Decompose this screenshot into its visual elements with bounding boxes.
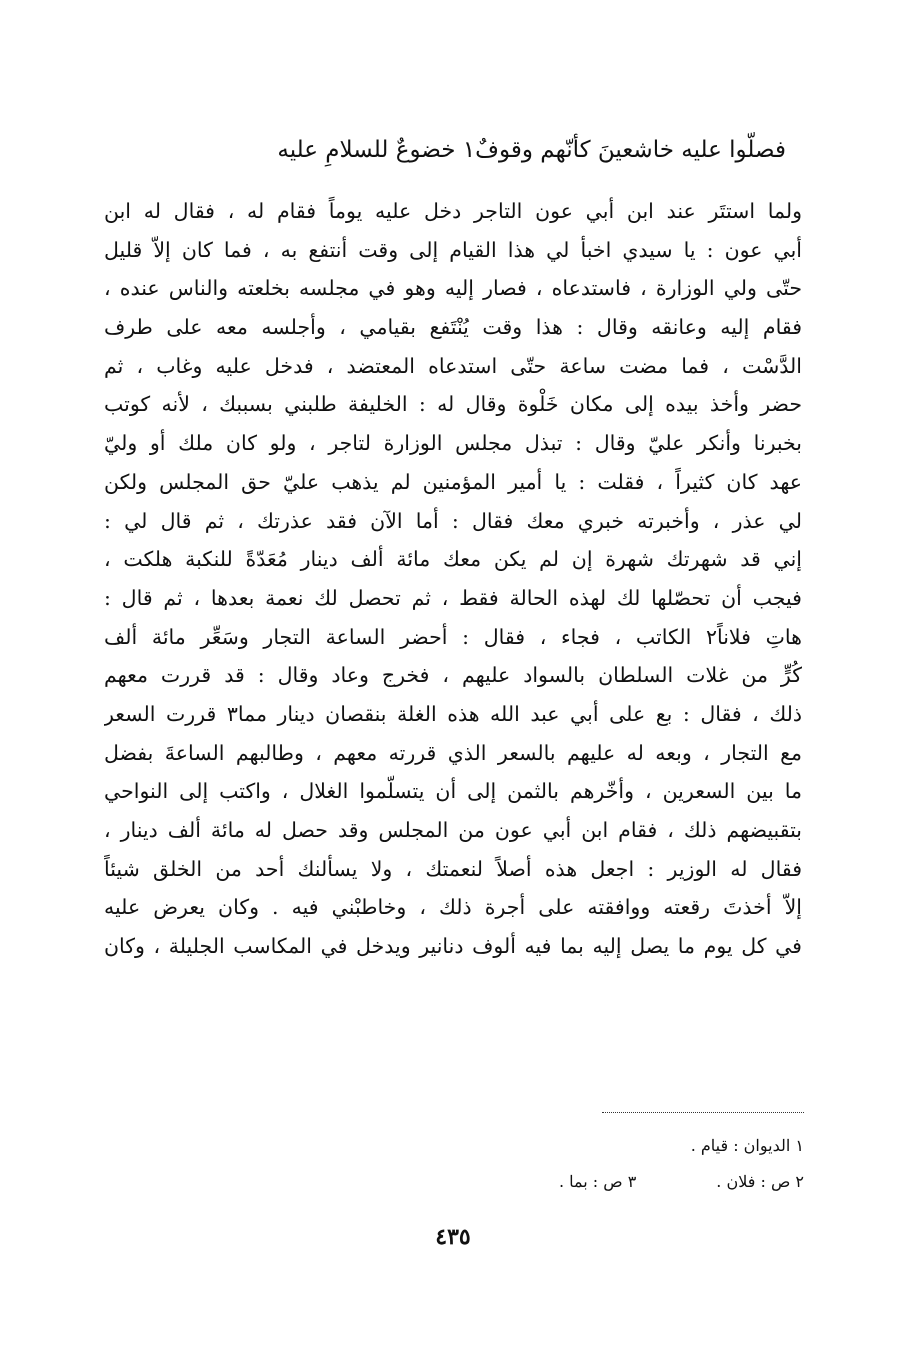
text-line: ولما استتَر عند ابن أبي عون التاجر دخل عليه يوماً فقام له ، فقال له ابن [104,199,802,223]
text-line: لي عذر ، وأخبرته خبري معك فقال : أما الآن فقد عذرتك ، ثم قال لي : [104,508,802,533]
footnote-2: ٢ ص : فلان . [716,1172,804,1191]
text-line: إني قد شهرتك شهرة إن لم يكن معك مائة ألف دينار مُعَدّةً للنكبة هلكت ، [104,547,802,572]
text-line: ما بين السعرين ، وأخّرهم بالثمن إلى أن يتسلّموا الغلال ، واكتب إلى النواحي [104,779,802,804]
text-line: حضر وأخذ بيده إلى مكان خَلْوة وقال له : الخليفة طلبني بسببك ، لأنه كوتب [104,392,802,417]
text-line: هاتِ فلاناً٢ الكاتب ، فجاء ، فقال : أحضر الساعة التجار وسَعِّر مائة ألف [104,624,802,649]
text-line: بتقبيضهم ذلك ، فقام ابن أبي عون من المجلس وقد حصل له مائة ألف دينار ، [104,818,802,842]
footnotes [300,1128,804,1200]
text-line: إلاّ أخذتَ رقعته ووافقته على أجرة ذلك ، وخاطبْني فيه . وكان يعرض عليه [104,895,802,920]
text-line: فقال له الوزير : اجعل هذه أصلاً لنعمتك ، ولا يسألنك أحد من الخلق شيئاً [104,856,802,881]
text-line: ذلك ، فقال : بع على أبي عبد الله هذه الغلة بنقصان دينار مما٣ قررت السعر [104,701,802,726]
text-line: الدَّسْت ، فما مضت ساعة حتّى استدعاه المعتضد ، فدخل عليه وغاب ، ثم [104,353,802,378]
footnote-1 [300,1128,804,1164]
page-number: ٤٣٥ [435,1224,471,1250]
text-line: حتّى ولي الوزارة ، فاستدعاه ، فصار إليه وهو في مجلسه بخلعته والناس عنده ، [104,276,802,301]
text-line: مع التجار ، وبعه له عليهم بالسعر الذي قررته معهم ، وطالبهم الساعةَ بفضل [104,740,802,765]
text-line: فيجب أن تحصّلها لك لهذه الحالة فقط ، ثم تحصل لك نعمة بعدها ، ثم قال : [104,585,802,610]
footnote-divider [602,1112,804,1113]
text-line: فقام إليه وعانقه وقال : هذا وقت يُنْتَفع بقيامي ، وأجلسه معه على طرف [104,315,802,340]
footnote-text: ١ الديوان : قيام . [690,1136,804,1155]
text-line: أبي عون : يا سيدي اخبأ لي هذا القيام إلى وقت أنتفع به ، فما كان إلاّ قليل [104,237,802,262]
text-line: كُرٍّ من غلات السلطان بالسواد عليهم ، فخرج وعاد وقال : قد قررت معهم [104,663,802,688]
text-line: في كل يوم ما يصل إليه بما فيه ألوف دنانير ويدخل في المكاسب الجليلة ، وكان [104,934,802,959]
verse-line: فصلّوا عليه خاشعينَ كأنّهم وقوفٌ١ خضوعٌ للسلامِ عليه [277,137,786,163]
main-text [104,192,802,966]
text-line: عهد كان كثيراً ، فقلت : يا أمير المؤمنين لم يذهب عليّ حق المجلس ولكن [104,469,802,494]
text-line: بخبرنا وأنكر عليّ وقال : تبذل مجلس الوزارة لتاجر ، ولو كان ملك أو وليّ [104,431,802,456]
footnote-row-2 [300,1164,804,1200]
footnote-3: ٣ ص : بما . [558,1172,637,1191]
